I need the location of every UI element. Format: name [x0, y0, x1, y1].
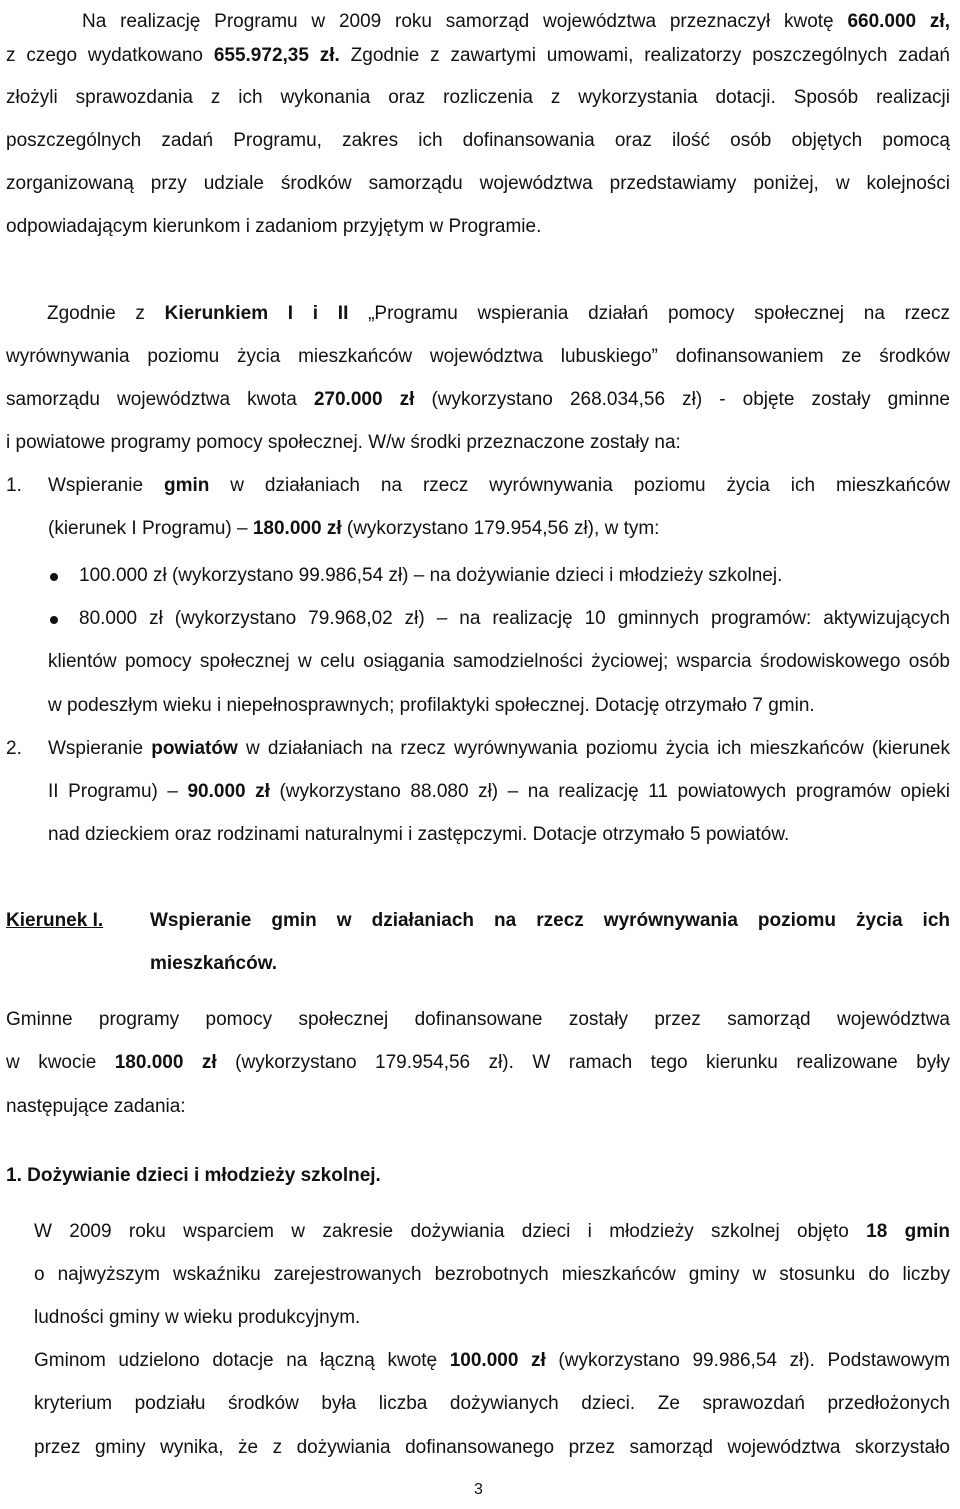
text: Gminom udzielono dotacje na łączną kwotę: [34, 1350, 450, 1371]
text: Wspieranie: [48, 475, 164, 496]
text: Zgodnie z: [47, 303, 165, 324]
amount: 180.000 zł: [252, 518, 342, 539]
list-item-2-line-2: [48, 780, 950, 804]
list-item-2-number: 2.: [6, 738, 22, 759]
paragraph-4-line-2: o najwyższym wskaźniku zarejestrowanych bezrobotnych mieszkańców gminy w stosunku do liczby: [34, 1264, 950, 1285]
amount: 90.000 zł: [187, 781, 270, 802]
paragraph-4-line-3: ludności gminy w wieku produkcyjnym.: [34, 1307, 361, 1328]
paragraph-3-line-2: [6, 1051, 950, 1075]
paragraph-2-line-2: wyrównywania poziomu życia mieszkańców województwa lubuskiego” dofinansowaniem ze środków: [6, 346, 950, 367]
text: z czego wydatkowano: [6, 45, 214, 66]
bullet-item-2-line-2: klientów pomocy społecznej w celu osiągania samodzielności życiowej; wsparcia środowiskowego osób: [48, 651, 950, 672]
paragraph-1-line-5: zorganizowaną przy udziale środków samorządu województwa przedstawiamy poniżej, w kolejności: [6, 173, 950, 194]
heading-label: Kierunek I.: [6, 910, 104, 931]
paragraph-5-line-3: przez gminy wynika, że z dożywiania dofinansowanego przez samorząd województwa skorzystało: [34, 1437, 950, 1458]
paragraph-1-line-4: poszczególnych zadań Programu, zakres ich dofinansowania oraz ilość osób objętych pomocą: [6, 130, 950, 151]
text: (kierunek I Programu) –: [48, 518, 253, 539]
text: W 2009 roku wsparciem w zakresie dożywiania dzieci i młodzieży szkolnej objęto: [34, 1221, 867, 1242]
paragraph-2-line-4: i powiatowe programy pomocy społecznej. W/w środki przeznaczone zostały na:: [6, 432, 681, 453]
emphasis: gmin: [163, 475, 210, 496]
text: w działaniach na rzecz wyrównywania poziomu życia ich mieszkańców (kierunek: [237, 738, 950, 759]
paragraph-5-line-1: [34, 1349, 950, 1373]
list-item-2-line-1: [48, 737, 950, 761]
section-heading-title-line-1: [150, 909, 950, 933]
page-number: 3: [474, 1481, 483, 1498]
section-heading-title-line-2: [150, 952, 277, 976]
paragraph-5-line-2: kryterium podziału środków była liczba dożywianych dzieci. Ze sprawozdań przedłożonych: [34, 1393, 950, 1414]
text: (wykorzystano 268.034,56 zł) - objęte zostały gminne: [414, 389, 950, 410]
text: (wykorzystano 179.954,56 zł). W ramach tego kierunku realizowane były: [216, 1052, 950, 1073]
section-heading-label: [6, 909, 103, 933]
text: samorządu województwa kwota: [6, 389, 314, 410]
bullet-item-2-line-1: 80.000 zł (wykorzystano 79.968,02 zł) – na realizację 10 gminnych programów: aktywizujących: [79, 608, 950, 629]
text: II Programu) –: [48, 781, 188, 802]
amount-total: 660.000 zł,: [847, 11, 950, 32]
bullet-icon: [50, 616, 58, 624]
text: w działaniach na rzecz wyrównywania poziomu życia ich mieszkańców: [209, 475, 950, 496]
subheading-text: 1. Dożywianie dzieci i młodzieży szkolnej.: [6, 1165, 381, 1186]
list-item-2-line-3: nad dzieckiem oraz rodzinami naturalnymi i zastępczymi. Dotacje otrzymało 5 powiatów.: [48, 824, 790, 845]
emphasis: powiatów: [151, 738, 238, 759]
paragraph-3-line-1: Gminne programy pomocy społecznej dofinansowane zostały przez samorząd województwa: [6, 1009, 950, 1030]
list-item-1-number: 1.: [6, 475, 22, 496]
amount: 270.000 zł: [313, 389, 415, 410]
amount: 100.000 zł: [449, 1350, 546, 1371]
paragraph-1-line-2: [6, 44, 950, 68]
paragraph-2-line-3: [6, 388, 950, 412]
direction-reference: Kierunkiem I i II: [164, 303, 349, 324]
text: (wykorzystano 88.080 zł) – na realizację 11 powiatowych programów opieki: [269, 781, 951, 802]
text: (wykorzystano 99.986,54 zł). Podstawowym: [545, 1350, 950, 1371]
text: (wykorzystano 179.954,56 zł), w tym:: [341, 518, 660, 539]
amount-spent: 655.972,35 zł.: [213, 45, 340, 66]
text: Zgodnie z zawartymi umowami, realizatorzy poszczególnych zadań: [339, 45, 950, 66]
paragraph-3-line-3: następujące zadania:: [6, 1096, 186, 1117]
list-item-1-line-2: [48, 517, 659, 541]
bullet-item-1: 100.000 zł (wykorzystano 99.986,54 zł) – na dożywianie dzieci i młodzieży szkolnej.: [79, 565, 783, 586]
text: w kwocie: [6, 1052, 115, 1073]
amount: 180.000 zł: [114, 1052, 217, 1073]
subheading: [6, 1164, 381, 1188]
paragraph-1-line-3: złożyli sprawozdania z ich wykonania oraz rozliczenia z wykorzystania dotacji. Sposób realizacji: [6, 87, 950, 108]
emphasis: 18 gmin: [866, 1221, 950, 1242]
paragraph-4-line-1: [34, 1220, 950, 1244]
text: Na realizację Programu w 2009 roku samorząd województwa przeznaczył kwotę: [82, 11, 848, 32]
heading-text: mieszkańców.: [150, 953, 278, 974]
text: „Programu wspierania działań pomocy społecznej na rzecz: [348, 303, 950, 324]
paragraph-2-line-1: [47, 302, 950, 326]
bullet-icon: [50, 573, 58, 581]
heading-text: Wspieranie gmin w działaniach na rzecz wyrównywania poziomu życia ich: [150, 910, 950, 931]
paragraph-1-line-6: odpowiadającym kierunkom i zadaniom przyjętym w Programie.: [6, 216, 542, 237]
list-item-1-line-1: [48, 474, 950, 498]
text: Wspieranie: [48, 738, 152, 759]
bullet-item-2-line-3: w podeszłym wieku i niepełnosprawnych; profilaktyki społecznej. Dotację otrzymało 7 gmin.: [48, 695, 815, 716]
paragraph-1-line-1: [82, 10, 950, 34]
